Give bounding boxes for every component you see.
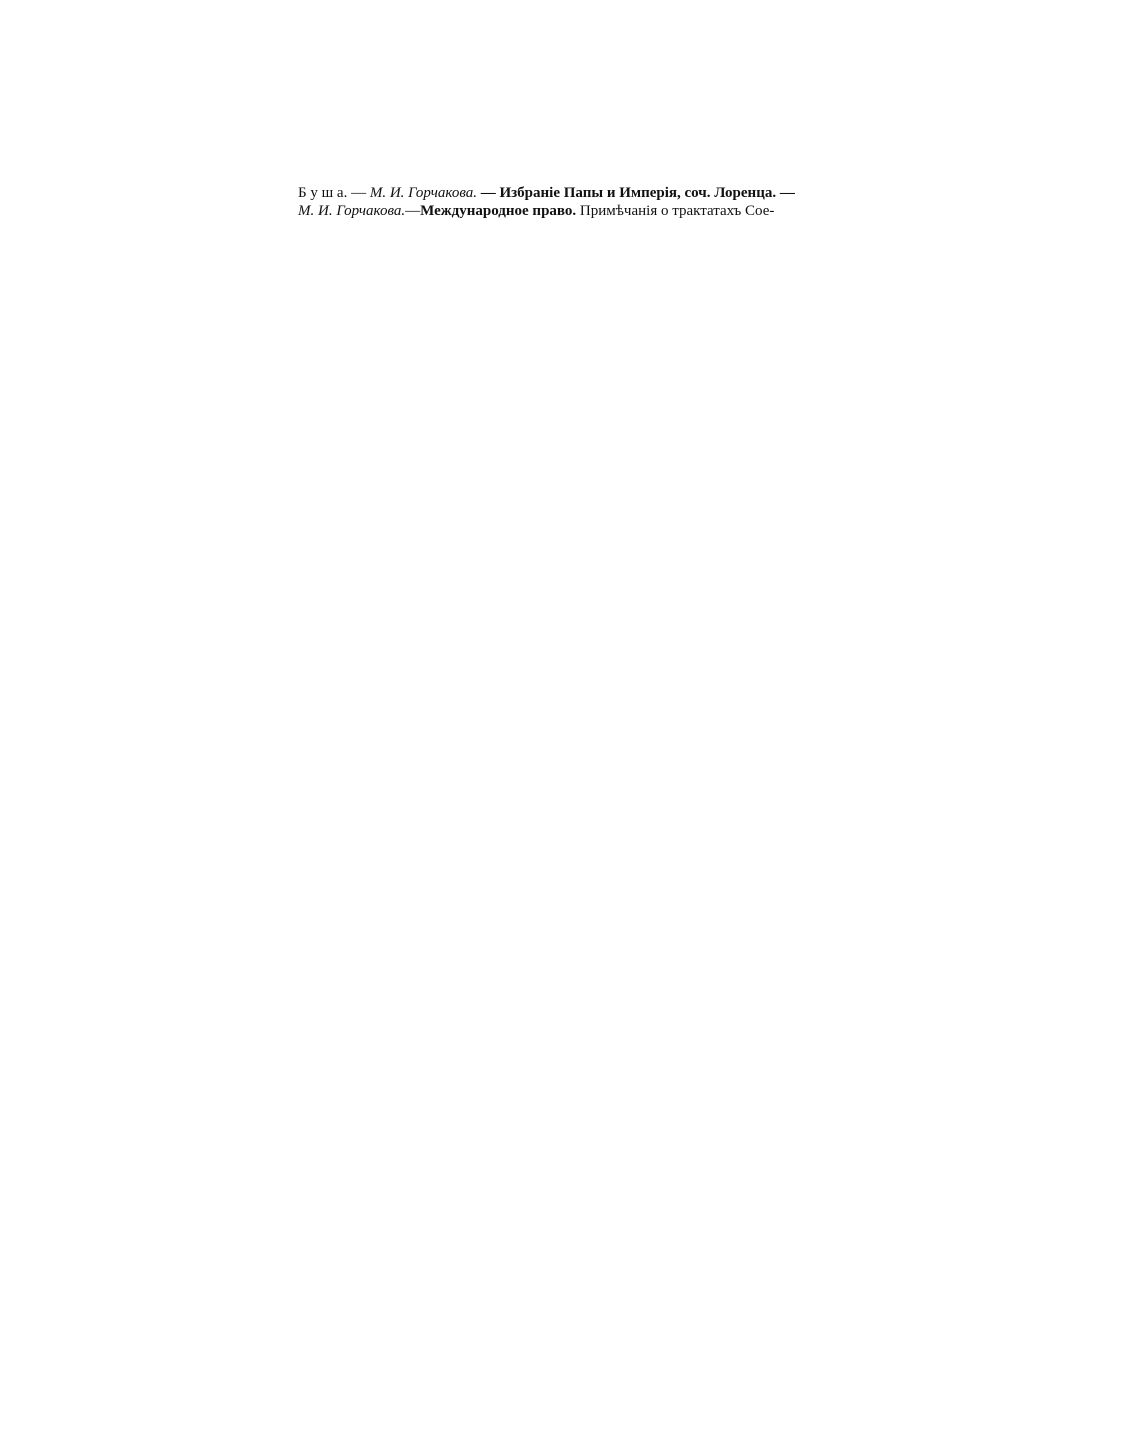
text-segment: — Избраніе Папы и Имперія, соч. Лоренца. —: [476, 185, 795, 201]
text-segment: Б у ш а. —: [298, 185, 370, 201]
text-line: [298, 202, 868, 220]
text-block: [298, 184, 868, 220]
text-segment: —: [405, 203, 421, 219]
author-name: М. И. Горчакова.: [298, 203, 406, 219]
section-heading: Международное право.: [420, 203, 577, 219]
author-name: М. И. Горчакова.: [369, 185, 477, 201]
text-segment: Примѣчанія о трактатахъ Сое-: [576, 203, 775, 219]
text-line: [298, 184, 868, 202]
